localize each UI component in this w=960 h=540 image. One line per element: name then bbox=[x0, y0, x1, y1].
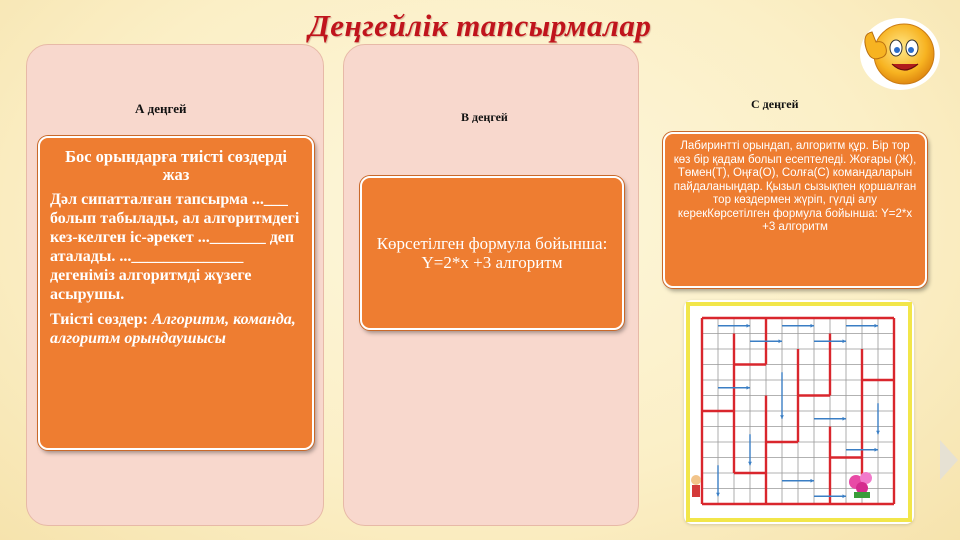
level-c-task-text: Лабиринтті орындап, алгоритм құр. Бір тор көз бір қадам болып есептеледі. Жоғары (Ж), Төмен(Т), Оңға(О), Солға(С) командаларын пайдаланыңдар. Қызыл сызықпен қоршалған тор көздермен жүріп, гүлді алу керекКөрсетілген формула бойынша: Y=2*x +3 алгоритм bbox=[673, 140, 917, 233]
level-a-words bbox=[50, 310, 302, 348]
level-a-words-value: Алгоритм, команда, алгоритм орындаушысы bbox=[50, 311, 296, 347]
level-c-label: С деңгей bbox=[751, 97, 799, 111]
next-arrow-icon[interactable] bbox=[940, 440, 958, 480]
labyrinth-grid bbox=[684, 300, 914, 524]
level-a-task-heading: Бос орындарға тиісті сөздерді жаз bbox=[65, 147, 287, 184]
level-c-task-card bbox=[663, 132, 927, 288]
level-b-task-card bbox=[360, 176, 624, 330]
level-b-label: В деңгей bbox=[461, 110, 508, 124]
level-a-task-card bbox=[38, 136, 314, 450]
level-b-task-text: Көрсетілген формула бойынша: Y=2*x +3 алгоритм bbox=[376, 234, 608, 272]
level-a-words-label: Тиісті сөздер: bbox=[50, 311, 149, 328]
slide-title: Деңгейлік тапсырмалар bbox=[308, 8, 652, 43]
level-a-task-body: Дәл сипатталған тапсырма ...___ болып табылады, ал алгоритмдегі кез-келген іс-әрекет ..._______ деп аталады. ...______________ дегеніміз алгоритмді жүзеге асырушы. bbox=[50, 191, 300, 303]
level-a-label: А деңгей bbox=[135, 101, 187, 116]
thumbs-up-smiley-icon bbox=[852, 10, 944, 92]
labyrinth-image bbox=[684, 300, 914, 524]
